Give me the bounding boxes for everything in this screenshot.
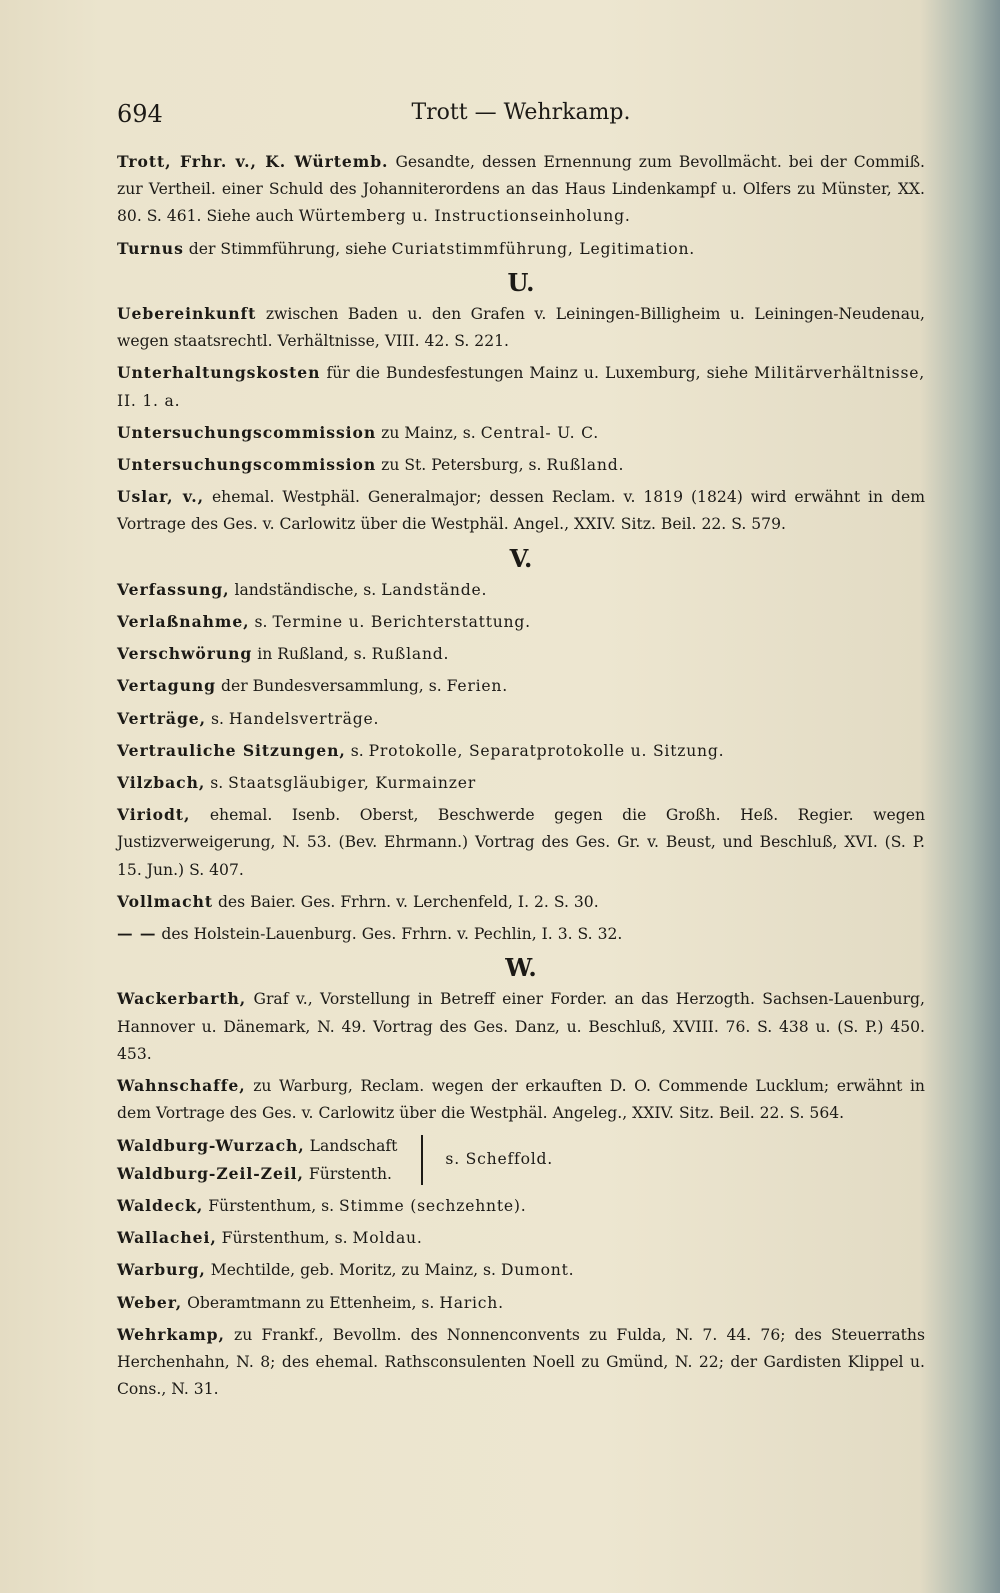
entry-cross-reference: Dumont.	[500, 1261, 575, 1280]
entry-text: der Stimmführung, siehe	[188, 239, 387, 258]
entry-text: Gesandte, dessen Ernennung zum Bevollmächt. bei der Commiß. zur Vertheil. einer Schuld des Johanniterordens an das Haus Lindenkampf u. Olfers zu Münster, XX. 80. S. 461. Siehe auch	[117, 153, 925, 226]
entry-lemma: Wahnschaffe,	[117, 1076, 246, 1096]
entry-text: ehemal. Westphäl. Generalmajor; dessen Reclam. v. 1819 (1824) wird erwähnt in dem Vortrage des Ges. v. Carlowitz über die Westphäl. Angel., XXIV. Sitz. Beil. 22. S. 579.	[117, 488, 925, 534]
index-entry	[117, 737, 925, 765]
entry-lemma: Uebereinkunft	[117, 304, 257, 324]
entry-lemma: Verschwörung	[117, 644, 253, 664]
brace-group	[117, 1132, 925, 1188]
entry-text: der Bundesversammlung, s.	[221, 677, 442, 696]
index-entry	[117, 451, 925, 479]
entry-cross-reference: Curiatstimmführung, Legitimation.	[391, 239, 696, 258]
entry-text: zu Frankf., Bevollm. des Nonnenconvents zu Fulda, N. 7. 44. 76; des Steuerraths Herchenhahn, N. 8; des ehemal. Rathsconsulenten Noell zu Gmünd, N. 22; der Gardisten Klippel u. Cons., N. 31.	[117, 1325, 925, 1399]
entry-cross-reference: Ferien.	[446, 677, 508, 696]
entry-text: s.	[350, 741, 364, 760]
entry-text: zu St. Petersburg, s.	[381, 456, 542, 475]
brace-line-1-text: Landschaft	[309, 1136, 398, 1155]
brace-line-2	[117, 1160, 397, 1188]
entry-lemma: Wallachei,	[117, 1228, 217, 1248]
index-entry	[117, 608, 925, 636]
index-entry	[117, 705, 925, 733]
index-entry	[117, 359, 925, 414]
entry-text: in Rußland, s.	[257, 645, 367, 664]
entry-lemma: Untersuchungscommission	[117, 422, 377, 442]
entry-lemma: — —	[117, 924, 157, 944]
index-entry	[117, 148, 925, 231]
entry-lemma: Untersuchungscommission	[117, 455, 377, 475]
entry-text: landständische, s.	[234, 580, 377, 599]
index-entry	[117, 1224, 925, 1252]
entries-v	[117, 576, 925, 948]
entry-text: Fürstenthum, s.	[221, 1229, 348, 1248]
entry-lemma: Wackerbarth,	[117, 989, 247, 1009]
entry-text: Fürstenthum, s.	[208, 1196, 335, 1215]
index-entry	[117, 1192, 925, 1220]
entry-cross-reference: Termine u. Berichterstattung.	[272, 613, 531, 632]
entry-lemma: Viriodt,	[117, 805, 191, 825]
entry-cross-reference: Rußland.	[371, 645, 450, 664]
entry-cross-reference: Würtemberg u. Instructionseinholung.	[298, 207, 631, 226]
entry-text: ehemal. Isenb. Oberst, Beschwerde gegen die Großh. Heß. Regier. wegen Justizverweigerung, N. 53. (Bev. Ehrmann.) Vortrag des Ges. Gr. v. Beust, und Beschluß, XVI. (S. P. 15. Jun.) S. 407.	[117, 806, 925, 879]
entry-text: für die Bundesfestungen Mainz u. Luxemburg, siehe	[326, 364, 749, 383]
index-entry	[117, 419, 925, 447]
entries-u	[117, 300, 925, 539]
entry-text: s.	[210, 709, 224, 728]
page-header	[117, 100, 925, 136]
running-head: Trott — Wehrkamp.	[411, 100, 631, 125]
entry-cross-reference: Rußland.	[546, 456, 625, 475]
entry-lemma: Vollmacht	[117, 891, 213, 911]
entry-cross-reference: Central- U. C.	[480, 423, 600, 442]
entries-w-part1	[117, 985, 925, 1127]
index-entry	[117, 888, 925, 916]
entry-lemma: Waldeck,	[117, 1195, 204, 1215]
entry-cross-reference: Staatsgläubiger, Kurmainzer	[228, 774, 476, 793]
brace-line-2-text: Fürstenth.	[308, 1164, 393, 1183]
entry-text: s.	[254, 613, 268, 632]
entry-cross-reference: Militärverhältnisse, II. 1. a.	[117, 364, 925, 410]
section-letter-w: W.	[505, 953, 537, 983]
index-entry	[117, 672, 925, 700]
brace-line-1-lemma: Waldburg-Wurzach,	[117, 1135, 305, 1155]
entry-lemma: Verlaßnahme,	[117, 612, 250, 632]
brace-line-2-lemma: Waldburg-Zeil-Zeil,	[117, 1163, 304, 1183]
entry-cross-reference: Landstände.	[381, 580, 488, 599]
entry-text: Graf v., Vorstellung in Betreff einer Forder. an das Herzogth. Sachsen-Lauenburg, Hannover u. Dänemark, N. 49. Vortrag des Ges. Danz, u. Beschluß, XVIII. 76. S. 438 u. (S. P.) 450. 453.	[117, 990, 925, 1063]
entries-w-part2	[117, 1192, 925, 1403]
entry-cross-reference: Stimme (sechzehnte).	[339, 1196, 527, 1215]
entry-lemma: Vilzbach,	[117, 773, 206, 793]
index-entry	[117, 801, 925, 884]
entry-text: Mechtilde, geb. Moritz, zu Mainz, s.	[210, 1261, 496, 1280]
entry-lemma: Vertrauliche Sitzungen,	[117, 740, 346, 760]
entry-text: zu Mainz, s.	[381, 423, 476, 442]
page-number: 694	[117, 100, 163, 128]
index-entry	[117, 235, 925, 263]
entry-cross-reference: Protokolle, Separatprotokolle u. Sitzung.	[368, 741, 725, 760]
index-entry	[117, 300, 925, 355]
brace-line-1	[117, 1132, 397, 1160]
entries-t	[117, 148, 925, 263]
section-letter-v: V.	[509, 543, 533, 573]
entry-text: des Baier. Ges. Frhrn. v. Lerchenfeld, I. 2. S. 30.	[217, 892, 599, 911]
section-letter-u: U.	[507, 267, 535, 297]
entry-text: des Holstein-Lauenburg. Ges. Frhrn. v. Pechlin, I. 3. S. 32.	[161, 925, 623, 944]
index-entry	[117, 1256, 925, 1284]
entry-text: s.	[210, 774, 224, 793]
brace-mark	[421, 1135, 433, 1185]
entry-lemma: Verfassung,	[117, 579, 230, 599]
index-entry	[117, 985, 925, 1068]
brace-target: s. Scheffold.	[445, 1150, 554, 1169]
index-entry	[117, 1072, 925, 1127]
entry-lemma: Vertagung	[117, 676, 217, 696]
entry-lemma: Uslar, v.,	[117, 487, 205, 507]
entry-cross-reference: Handelsverträge.	[228, 709, 380, 728]
index-entry	[117, 1321, 925, 1404]
index-entry	[117, 769, 925, 797]
index-entry	[117, 1289, 925, 1317]
index-body	[117, 148, 925, 1407]
entry-text: Oberamtmann zu Ettenheim, s.	[187, 1293, 435, 1312]
entry-text: zwischen Baden u. den Grafen v. Leiningen-Billigheim u. Leiningen-Neudenau, wegen staatsrechtl. Verhältnisse, VIII. 42. S. 221.	[117, 305, 925, 351]
entry-lemma: Weber,	[117, 1292, 183, 1312]
index-entry	[117, 920, 925, 948]
brace-lines	[117, 1132, 397, 1188]
entry-cross-reference: Moldau.	[352, 1229, 423, 1248]
index-entry	[117, 483, 925, 538]
entry-lemma: Verträge,	[117, 708, 207, 728]
entry-lemma: Trott, Frhr. v., K. Würtemb.	[117, 152, 389, 171]
entry-cross-reference: Harich.	[439, 1293, 504, 1312]
index-entry	[117, 576, 925, 604]
entry-lemma: Unterhaltungskosten	[117, 363, 321, 383]
index-entry	[117, 640, 925, 668]
entry-lemma: Turnus	[117, 238, 184, 258]
entry-text: zu Warburg, Reclam. wegen der erkauften D. O. Commende Lucklum; erwähnt in dem Vortrage des Ges. v. Carlowitz über die Westphäl. Angeleg., XXIV. Sitz. Beil. 22. S. 564.	[117, 1077, 925, 1123]
entry-lemma: Warburg,	[117, 1260, 206, 1280]
entry-lemma: Wehrkamp,	[117, 1324, 225, 1344]
